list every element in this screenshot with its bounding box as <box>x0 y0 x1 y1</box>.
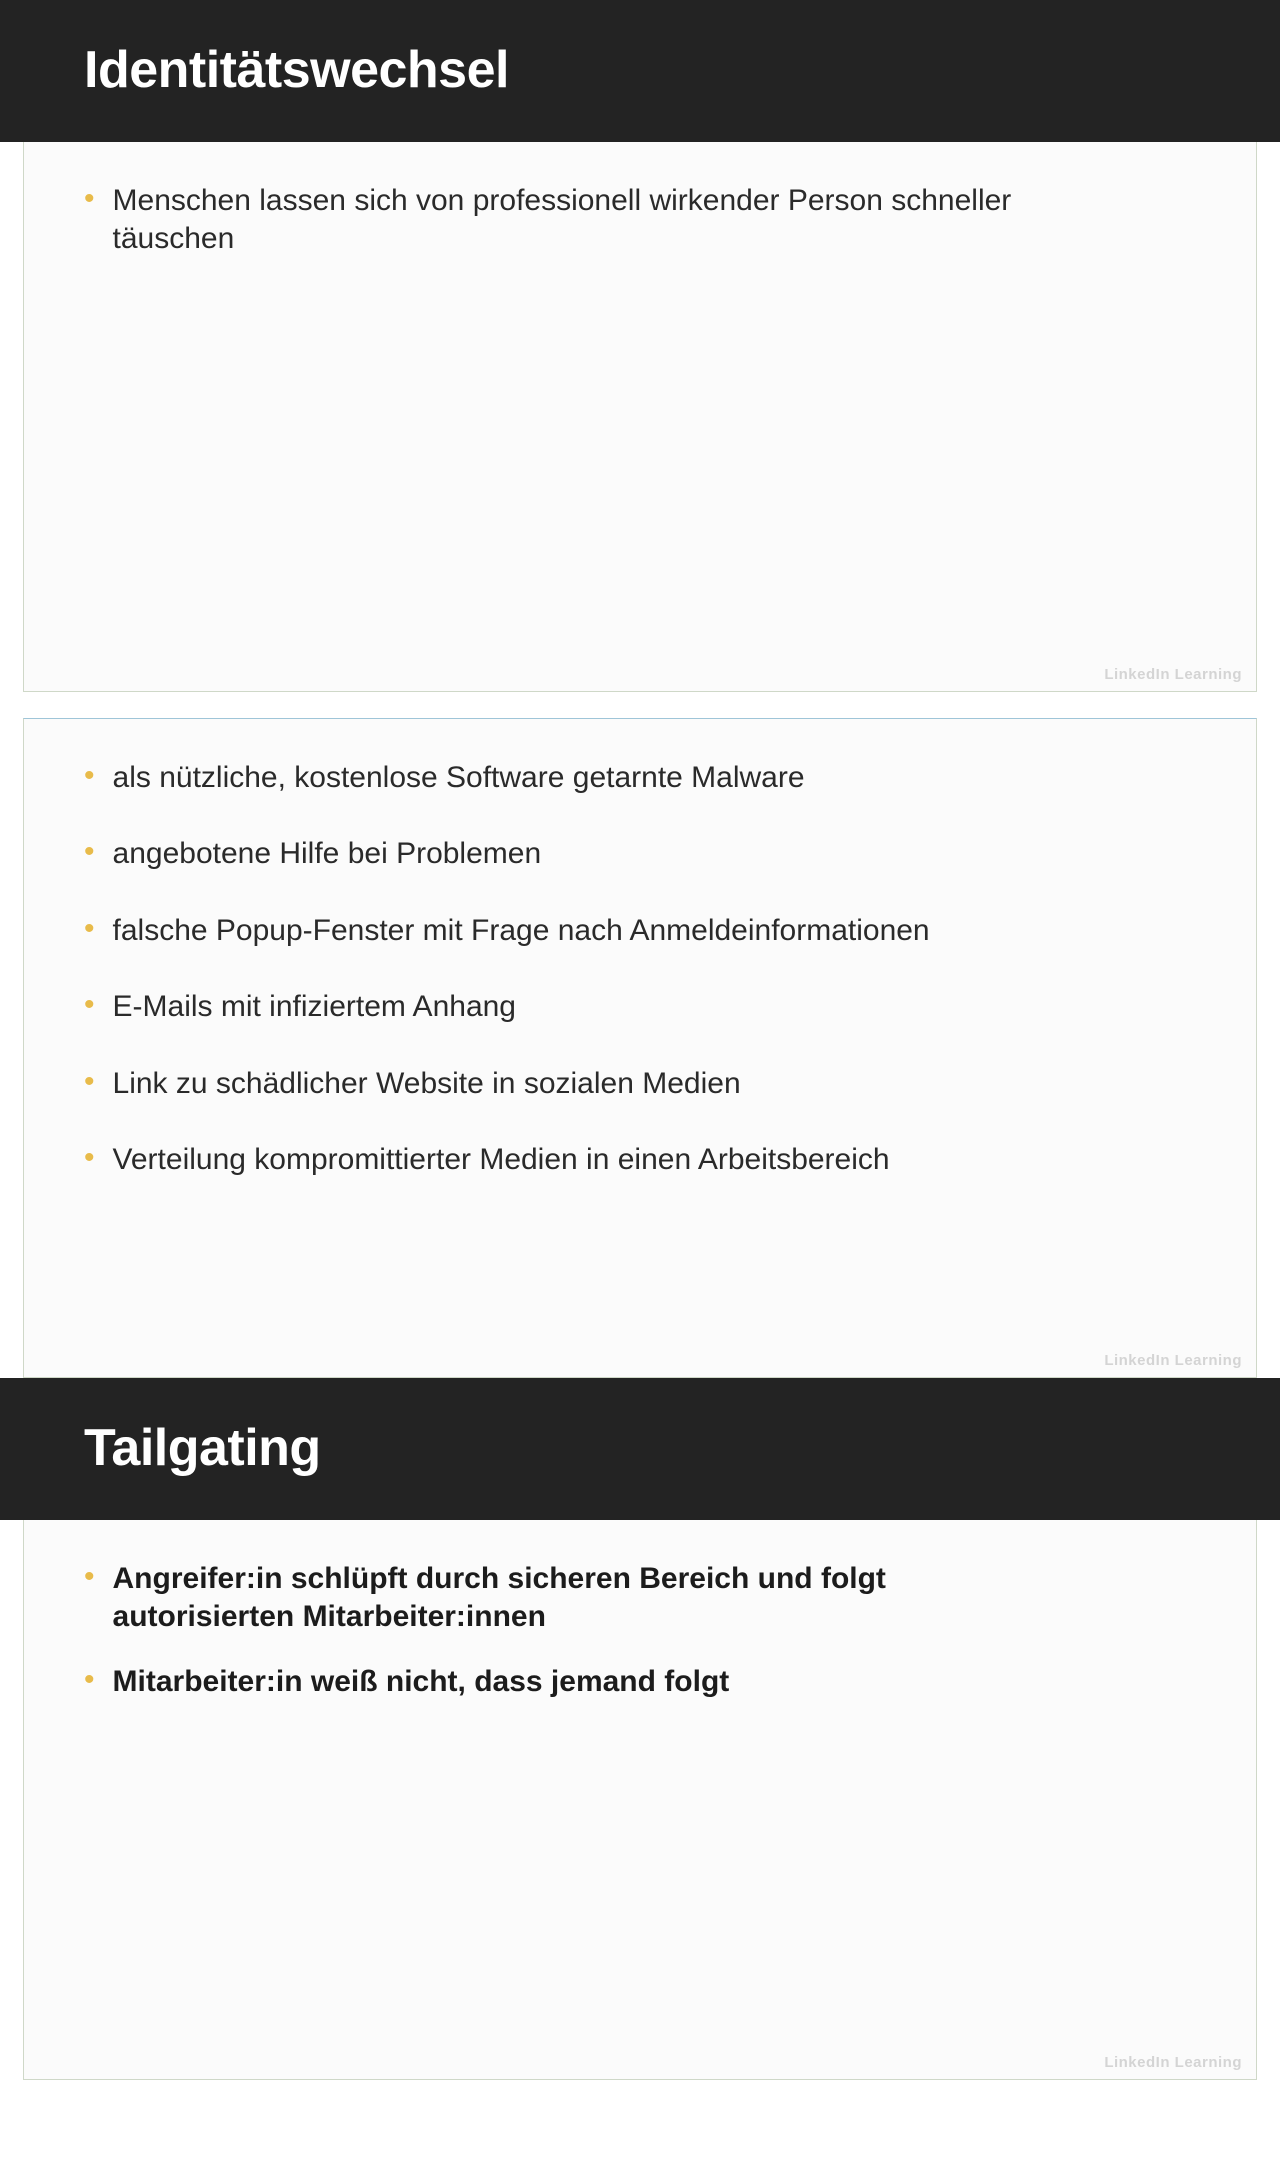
list-item-label: angebotene Hilfe bei Problemen <box>112 837 542 871</box>
bullet-list <box>24 1520 1256 1701</box>
list-item <box>84 182 1196 259</box>
list-item <box>84 1663 1196 1701</box>
page-title: Identitätswechsel <box>84 41 509 100</box>
bullet-dot-icon: • <box>84 1560 95 1593</box>
list-item <box>84 988 1196 1026</box>
list-item-label: Menschen lassen sich von professionell wirkender Person schneller täuschen <box>112 184 1012 256</box>
bullet-dot-icon: • <box>84 835 95 869</box>
bullet-list <box>24 142 1256 259</box>
list-item <box>84 1065 1196 1103</box>
bullet-dot-icon: • <box>84 759 95 792</box>
watermark-linkedin-learning: LinkedIn Learning <box>1104 1352 1242 1369</box>
list-item <box>84 912 1196 950</box>
list-item <box>84 1141 1196 1179</box>
watermark-linkedin-learning: LinkedIn Learning <box>1104 666 1242 683</box>
bullet-dot-icon: • <box>84 1662 95 1696</box>
slide-content-panel <box>23 142 1257 692</box>
slide-title-bar <box>0 0 1280 142</box>
bullet-dot-icon: • <box>84 988 95 1022</box>
bullet-dot-icon: • <box>84 911 95 945</box>
slide-title-bar <box>0 1378 1280 1520</box>
list-item <box>84 759 1196 797</box>
slide-content-panel <box>23 718 1257 1378</box>
watermark-linkedin-learning: LinkedIn Learning <box>1104 2054 1242 2071</box>
list-item-label: E-Mails mit infiziertem Anhang <box>112 990 516 1024</box>
list-item <box>84 1560 1196 1637</box>
bullet-dot-icon: • <box>84 1064 95 1098</box>
slide-identitaetswechsel <box>0 0 1280 692</box>
slide-tailgating <box>0 1378 1280 2080</box>
bullet-list <box>24 719 1256 1179</box>
bullet-dot-icon: • <box>84 1140 95 1174</box>
list-item-label: Mitarbeiter:in weiß nicht, dass jemand folgt <box>112 1664 730 1698</box>
list-item-label: Link zu schädlicher Website in sozialen Medien <box>112 1066 741 1100</box>
list-item-label: Verteilung kompromittierter Medien in einen Arbeitsbereich <box>112 1142 890 1176</box>
slide-methoden <box>0 718 1280 1378</box>
slide-separator <box>0 692 1280 718</box>
list-item <box>84 835 1196 873</box>
list-item-label: als nützliche, kostenlose Software getarnte Malware <box>112 761 805 794</box>
list-item-label: falsche Popup-Fenster mit Frage nach Anmeldeinformationen <box>112 913 930 947</box>
bullet-dot-icon: • <box>84 182 95 215</box>
slide-content-panel <box>23 1520 1257 2080</box>
page-title: Tailgating <box>84 1419 321 1478</box>
list-item-label: Angreifer:in schlüpft durch sicheren Bereich und folgt autorisierten Mitarbeiter:innen <box>112 1562 886 1634</box>
